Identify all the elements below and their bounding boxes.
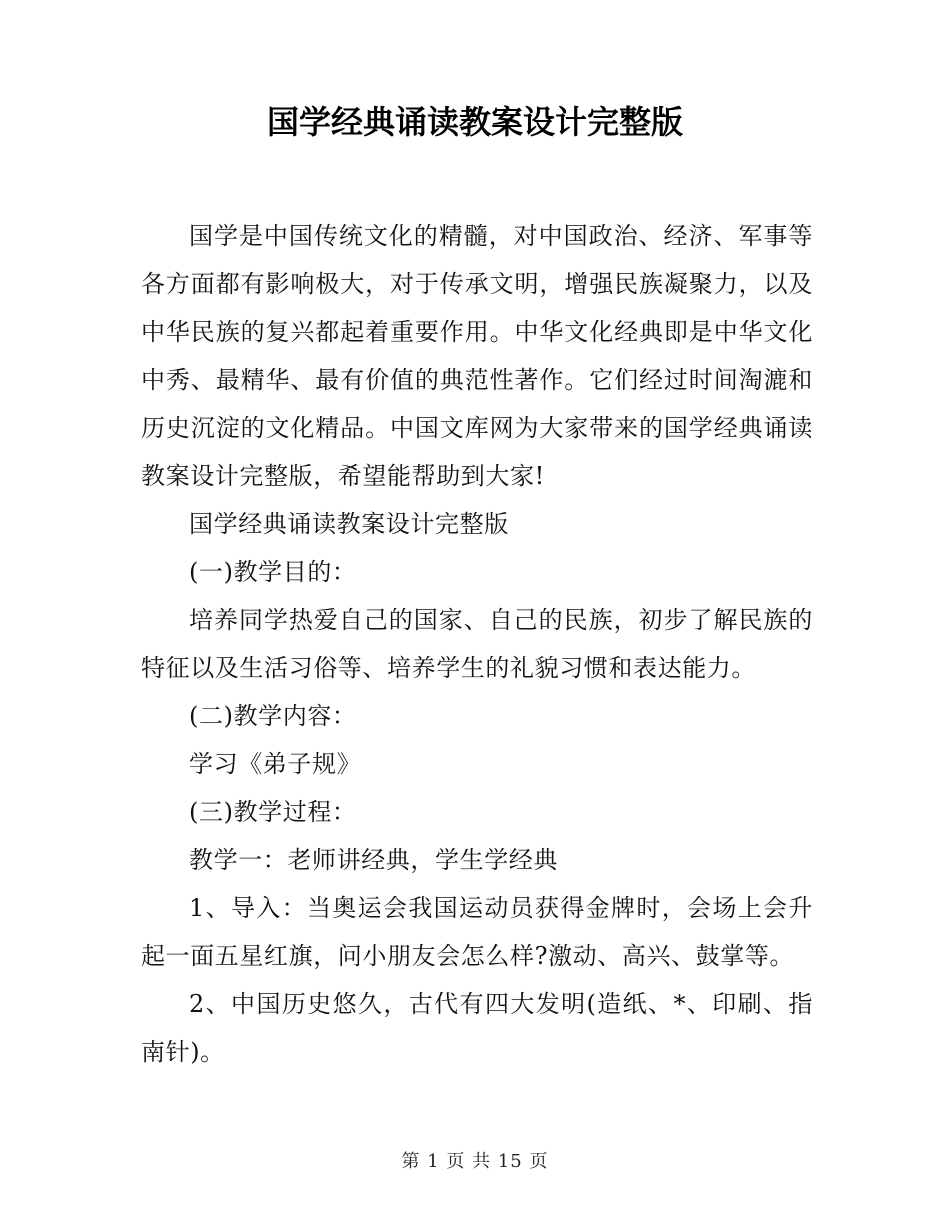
paragraph-section-3-heading: (三)教学过程：	[189, 798, 357, 826]
paragraph-section-1-heading: (一)教学目的：	[189, 558, 357, 586]
document-body	[141, 212, 813, 1076]
paragraph-step-1: 1、导入：当奥运会我国运动员获得金牌时，会场上会升起一面五星红旗，问小朋友会怎么样?激动、高兴、鼓掌等。	[141, 894, 813, 970]
paragraph-step-2: 2、中国历史悠久，古代有四大发明(造纸、*、印刷、指南针)。	[141, 990, 813, 1066]
page-footer: 第 1 页 共 15 页	[401, 1151, 549, 1172]
paragraph-section-2-body: 学习《弟子规》	[189, 750, 362, 778]
paragraph-section-2-heading: (二)教学内容：	[189, 702, 357, 730]
document-title: 国学经典诵读教案设计完整版	[266, 103, 683, 141]
paragraph-section-1-body: 培养同学热爱自己的国家、自己的民族，初步了解民族的特征以及生活习俗等、培养学生的礼貌习惯和表达能力。	[141, 606, 813, 682]
paragraph-teaching-one: 教学一：老师讲经典，学生学经典	[189, 846, 558, 874]
paragraph-intro: 国学是中国传统文化的精髓，对中国政治、经济、军事等各方面都有影响极大，对于传承文明，增强民族凝聚力，以及中华民族的复兴都起着重要作用。中华文化经典即是中华文化中秀、最精华、最有价值的典范性著作。它们经过时间淘漉和历史沉淀的文化精品。中国文库网为大家带来的国学经典诵读教案设计完整版，希望能帮助到大家!	[141, 222, 813, 490]
paragraph-subtitle: 国学经典诵读教案设计完整版	[189, 510, 509, 538]
